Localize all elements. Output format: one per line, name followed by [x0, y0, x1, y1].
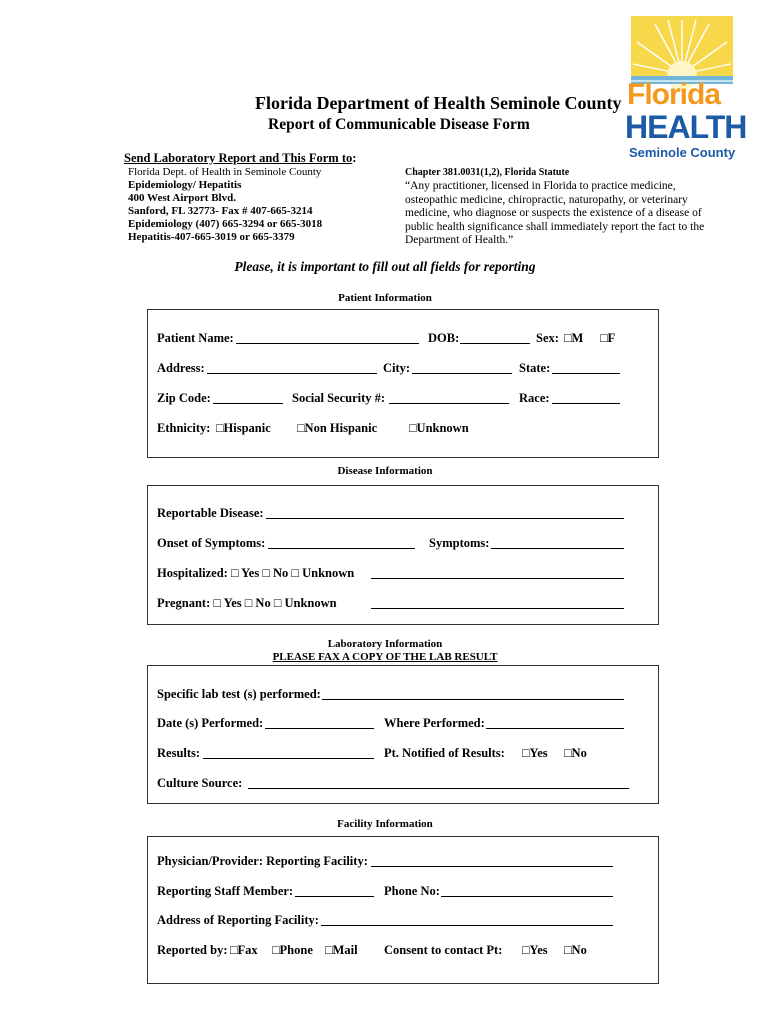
dob-field[interactable]	[460, 343, 530, 344]
staff-member-label: Reporting Staff Member:	[157, 884, 294, 898]
where-performed-label: Where Performed:	[384, 716, 485, 730]
reported-by-label: Reported by:	[157, 943, 228, 957]
patient-section-heading: Patient Information	[338, 292, 432, 304]
notified-label: Pt. Notified of Results:	[384, 746, 505, 760]
logo-county-text: Seminole County	[629, 145, 736, 160]
race-label: Race:	[519, 391, 550, 405]
mail-checkbox[interactable]: □Mail	[325, 943, 358, 957]
florida-health-logo	[623, 16, 747, 168]
state-field[interactable]	[552, 373, 620, 374]
phone-field[interactable]	[441, 896, 613, 897]
physician-label: Physician/Provider: Reporting Facility:	[157, 854, 368, 868]
where-performed-field[interactable]	[486, 728, 624, 729]
notified-no-checkbox[interactable]: □No	[564, 746, 587, 760]
address-line-4: Sanford, FL 32773- Fax # 407-665-3214	[128, 205, 313, 217]
notified-yes-checkbox[interactable]: □Yes	[522, 746, 548, 760]
patient-name-field[interactable]	[236, 343, 419, 344]
lab-section-subheading: PLEASE FAX A COPY OF THE LAB RESULT	[272, 651, 498, 663]
results-label: Results:	[157, 746, 201, 760]
sex-m-checkbox[interactable]: □M	[564, 331, 584, 345]
logo-health-text: HEALTH	[625, 109, 747, 145]
consent-yes-checkbox[interactable]: □Yes	[522, 943, 548, 957]
reportable-disease-label: Reportable Disease:	[157, 506, 264, 520]
patient-name-label: Patient Name:	[157, 331, 234, 345]
dob-label: DOB:	[428, 331, 460, 345]
page-subtitle: Report of Communicable Disease Form	[268, 116, 530, 133]
statute-heading: Chapter 381.0031(1,2), Florida Statute	[405, 167, 570, 178]
address-line-6: Hepatitis-407-665-3019 or 665-3379	[128, 231, 295, 243]
non-hispanic-checkbox[interactable]: □Non Hispanic	[297, 421, 378, 435]
consent-label: Consent to contact Pt:	[384, 943, 503, 957]
culture-source-label: Culture Source:	[157, 776, 243, 790]
symptoms-label: Symptoms:	[429, 536, 490, 550]
consent-no-checkbox[interactable]: □No	[564, 943, 587, 957]
address-line-3: 400 West Airport Blvd.	[128, 192, 236, 204]
hospitalized-field[interactable]	[371, 578, 624, 579]
unknown-checkbox[interactable]: □Unknown	[409, 421, 469, 435]
sex-f-checkbox[interactable]: □F	[600, 331, 616, 345]
ssn-field[interactable]	[389, 403, 509, 404]
state-label: State:	[519, 361, 551, 375]
pregnant-options[interactable]: Pregnant: □ Yes □ No □ Unknown	[157, 596, 337, 610]
pregnant-field[interactable]	[371, 608, 624, 609]
address-line-5: Epidemiology (407) 665-3294 or 665-3018	[128, 218, 323, 230]
hospitalized-options[interactable]: Hospitalized: □ Yes □ No □ Unknown	[157, 566, 355, 580]
statute-text: “Any practitioner, licensed in Florida to practice medicine, osteopathic medicine, chiropractic, naturopathy, or veterinary medicine, who diagnose or suspects the existence of a disease of public health significance shall immediately report the fact to the Department of Health.”	[405, 180, 705, 247]
city-label: City:	[383, 361, 411, 375]
date-performed-label: Date (s) Performed:	[157, 716, 264, 730]
fax-checkbox[interactable]: □Fax	[230, 943, 258, 957]
logo-florida-text: Florida	[627, 78, 721, 111]
phone-checkbox[interactable]: □Phone	[272, 943, 313, 957]
reportable-disease-field[interactable]	[266, 518, 624, 519]
race-field[interactable]	[552, 403, 620, 404]
send-heading: Send Laboratory Report and This Form to:	[124, 151, 357, 165]
physician-field[interactable]	[371, 866, 613, 867]
address-field[interactable]	[207, 373, 377, 374]
hispanic-checkbox[interactable]: □Hispanic	[216, 421, 271, 435]
disease-section-heading: Disease Information	[337, 465, 433, 477]
zip-label: Zip Code:	[157, 391, 211, 405]
phone-label: Phone No:	[384, 884, 440, 898]
address-label: Address:	[157, 361, 205, 375]
ethnicity-label: Ethnicity:	[157, 421, 211, 435]
lab-test-field[interactable]	[322, 699, 624, 700]
sex-label: Sex:	[536, 331, 559, 345]
facility-address-field[interactable]	[321, 925, 613, 926]
facility-section-heading: Facility Information	[337, 818, 433, 830]
notice-text: Please, it is important to fill out all fields for reporting	[234, 259, 536, 274]
ssn-label: Social Security #:	[292, 391, 386, 405]
address-line-1: Florida Dept. of Health in Seminole County	[128, 166, 322, 178]
date-performed-field[interactable]	[265, 728, 374, 729]
address-line-2: Epidemiology/ Hepatitis	[128, 179, 242, 191]
lab-section-heading: Laboratory Information	[327, 638, 443, 650]
zip-field[interactable]	[213, 403, 283, 404]
city-field[interactable]	[412, 373, 512, 374]
onset-field[interactable]	[268, 548, 415, 549]
lab-test-label: Specific lab test (s) performed:	[157, 687, 321, 701]
facility-address-label: Address of Reporting Facility:	[157, 913, 319, 927]
results-field[interactable]	[203, 758, 374, 759]
culture-source-field[interactable]	[248, 788, 629, 789]
page-title: Florida Department of Health Seminole County	[255, 93, 622, 113]
staff-member-field[interactable]	[295, 896, 374, 897]
onset-label: Onset of Symptoms:	[157, 536, 266, 550]
symptoms-field[interactable]	[491, 548, 624, 549]
